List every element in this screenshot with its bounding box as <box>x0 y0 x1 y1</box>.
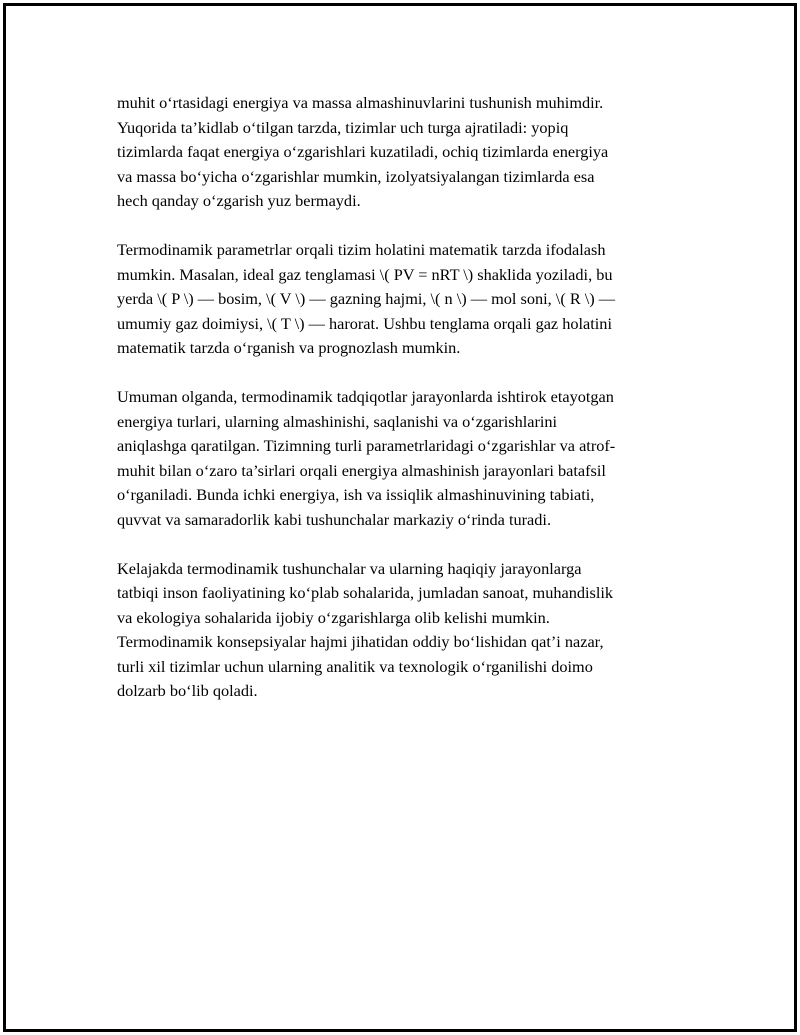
text-line: aniqlashga qaratilgan. Tizimning turli parametrlaridagi o‘zgarishlar va atrof- <box>117 436 616 455</box>
paragraph-1 <box>117 91 683 214</box>
text-line: energiya turlari, ularning almashinishi, saqlanishi va o‘zgarishlarini <box>117 411 558 431</box>
text-line: turli xil tizimlar uchun ularning analitik va texnologik o‘rganilishi doimo <box>117 656 593 676</box>
document-body <box>117 91 683 728</box>
text-line: yerda \( P \) — bosim, \( V \) — gazning hajmi, \( n \) — mol soni, \( R \) — <box>117 289 616 308</box>
text-line: muhit bilan o‘zaro ta’sirlari orqali energiya almashinish jarayonlari batafsil <box>117 460 606 480</box>
text-line: muhit o‘rtasidagi energiya va massa almashinuvlarini tushunish muhimdir. <box>117 93 604 112</box>
text-line: quvvat va samaradorlik kabi tushunchalar markaziy o‘rinda turadi. <box>117 509 552 529</box>
text-line: tatbiqi inson faoliyatining ko‘plab sohalarida, jumladan sanoat, muhandislik <box>117 583 614 602</box>
text-line: o‘rganiladi. Bunda ichki energiya, ish va issiqlik almashinuvining tabiati, <box>117 485 595 504</box>
text-line: tizimlarda faqat energiya o‘zgarishlari kuzatiladi, ochiq tizimlarda energiya <box>117 142 609 161</box>
text-line: Termodinamik konsepsiyalar hajmi jihatidan oddiy bo‘lishidan qat’i nazar, <box>117 632 604 651</box>
paragraph-3 <box>117 385 683 532</box>
text-line: Umuman olganda, termodinamik tadqiqotlar jarayonlarda ishtirok etayotgan <box>117 387 614 406</box>
text-line: Yuqorida ta’kidlab o‘tilgan tarzda, tizimlar uch turga ajratiladi: yopiq <box>117 117 569 137</box>
text-line: va ekologiya sohalarida ijobiy o‘zgarishlarga olib kelishi mumkin. <box>117 607 550 627</box>
text-line: Termodinamik parametrlar orqali tizim holatini matematik tarzda ifodalash <box>117 240 606 259</box>
text-line: Kelajakda termodinamik tushunchalar va ularning haqiqiy jarayonlarga <box>117 558 582 578</box>
text-line: hech qanday o‘zgarish yuz bermaydi. <box>117 191 361 210</box>
paragraph-4 <box>117 557 683 704</box>
text-line: matematik tarzda o‘rganish va prognozlash mumkin. <box>117 338 461 357</box>
paragraph-2 <box>117 238 683 361</box>
text-line: mumkin. Masalan, ideal gaz tenglamasi \( PV = nRT \) shaklida yoziladi, bu <box>117 264 613 284</box>
text-line: umumiy gaz doimiysi, \( T \) — harorat. Ushbu tenglama orqali gaz holatini <box>117 313 612 333</box>
text-line: dolzarb bo‘lib qoladi. <box>117 681 258 700</box>
text-line: va massa bo‘yicha o‘zgarishlar mumkin, izolyatsiyalangan tizimlarda esa <box>117 166 595 186</box>
